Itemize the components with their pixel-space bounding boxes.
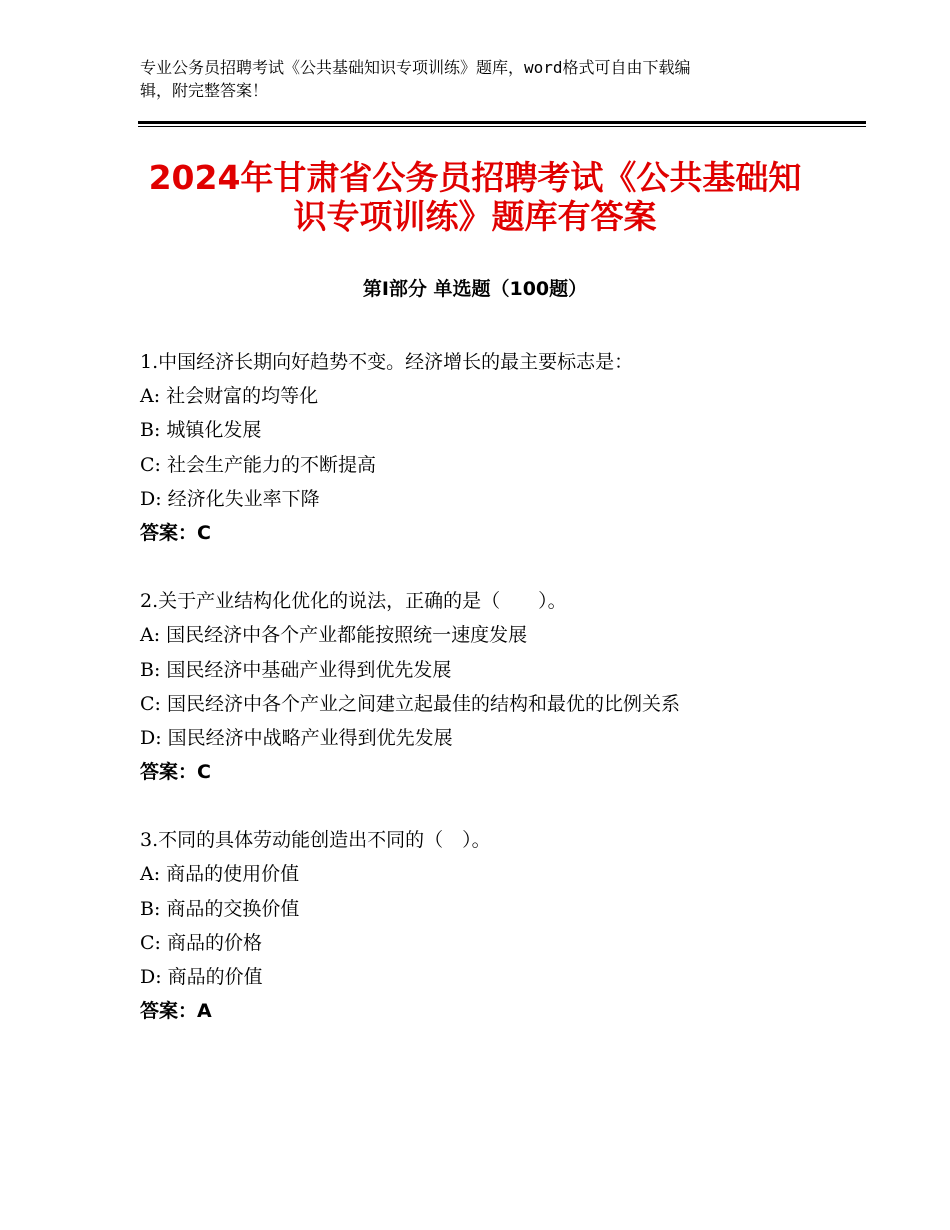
question-option: B: 国民经济中基础产业得到优先发展 — [140, 658, 452, 681]
document-title — [100, 158, 850, 236]
question-answer: 答案：C — [140, 761, 211, 784]
header-note — [140, 56, 800, 102]
question-option: A: 国民经济中各个产业都能按照统一速度发展 — [140, 624, 528, 647]
question-item — [140, 823, 840, 1028]
question-option: D: 国民经济中战略产业得到优先发展 — [140, 726, 453, 749]
question-option: C: 商品的价格 — [140, 931, 262, 954]
document-title-line: 识专项训练》题库有答案 — [293, 197, 657, 236]
question-stem: 3.不同的具体劳动能创造出不同的（ ）。 — [140, 829, 491, 852]
question-list — [140, 345, 840, 1062]
question-answer: 答案：A — [140, 1000, 212, 1023]
section-heading: 第Ⅰ部分 单选题（100题） — [362, 278, 588, 300]
question-option: D: 经济化失业率下降 — [140, 487, 320, 510]
question-stem: 1.中国经济长期向好趋势不变。经济增长的最主要标志是： — [140, 351, 634, 373]
header-note-line: 专业公务员招聘考试《公共基础知识专项训练》题库，word格式可自由下载编 — [140, 58, 691, 77]
question-option: C: 社会生产能力的不断提高 — [140, 453, 376, 476]
document-title-line: 2024年甘肃省公务员招聘考试《公共基础知 — [148, 158, 802, 197]
header-divider — [138, 121, 866, 124]
header-divider-thin — [138, 126, 866, 127]
question-option: A: 社会财富的均等化 — [140, 385, 319, 408]
question-option: D: 商品的价值 — [140, 966, 263, 988]
question-option: B: 城镇化发展 — [140, 419, 262, 442]
question-item — [140, 584, 840, 789]
question-stem: 2.关于产业结构化优化的说法，正确的是（ ）。 — [140, 590, 567, 613]
question-option: B: 商品的交换价值 — [140, 897, 300, 920]
question-option: C: 国民经济中各个产业之间建立起最佳的结构和最优的比例关系 — [140, 692, 680, 715]
question-item — [140, 345, 840, 550]
question-option: A: 商品的使用价值 — [140, 863, 300, 886]
header-note-line: 辑，附完整答案！ — [140, 81, 269, 100]
question-answer: 答案：C — [140, 521, 211, 544]
